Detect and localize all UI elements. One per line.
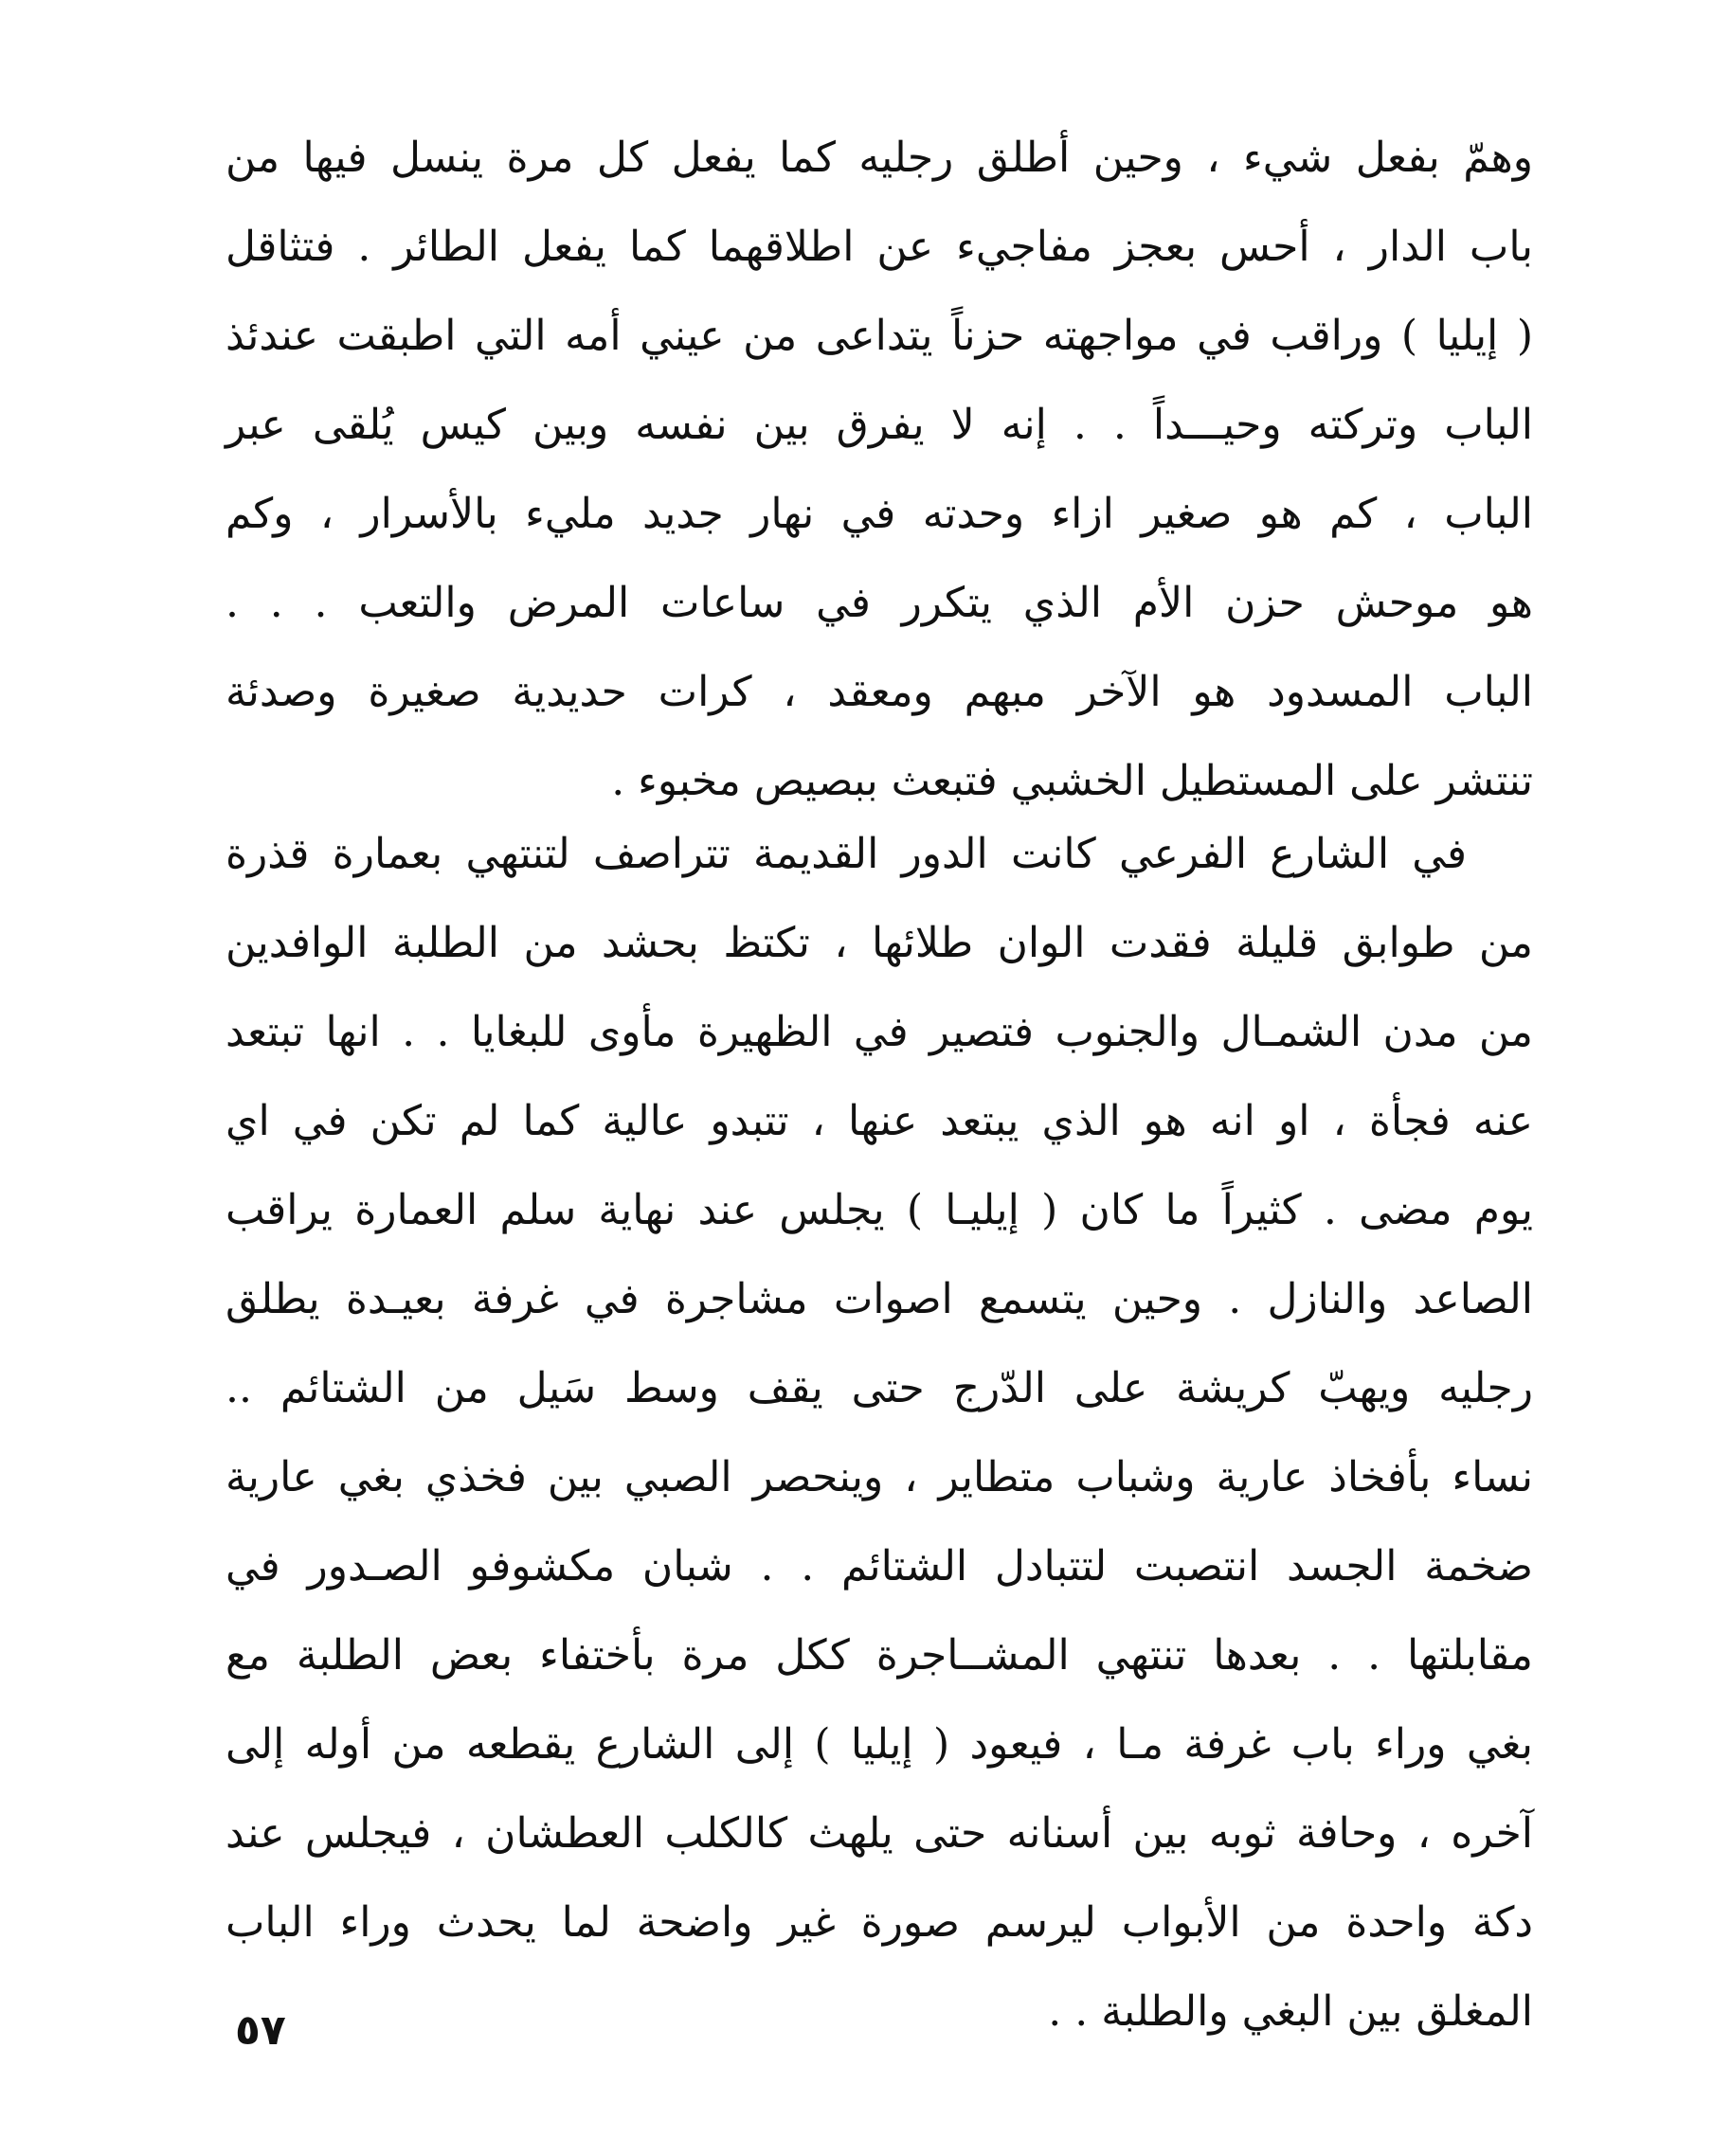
text-line: الباب المسدود هو الآخر مبهم ومعقد ، كرات حديدية صغيرة وصدئة [226, 668, 1533, 716]
text-line: نساء بأفخاذ عارية وشباب متطاير ، وينحصر الصبي بين فخذي بغي عارية [226, 1453, 1533, 1501]
text-line: من طوابق قليلة فقدت الوان طلائها ، تكتظ بحشد من الطلبة الوافدين [226, 919, 1533, 967]
text-line: هو موحش حزن الأم الذي يتكرر في ساعات المرض والتعب . . . [226, 579, 1533, 627]
text-line: ضخمة الجسد انتصبت لتتبادل الشتائم . . شبان مكشوفو الصـدور في [226, 1542, 1533, 1590]
text-line: عنه فجأة ، او انه هو الذي يبتعد عنها ، تتبدو عالية كما لم تكن في اي [226, 1097, 1533, 1145]
paragraph-2 [226, 810, 1533, 2057]
text-line: آخره ، وحافة ثوبه بين أسنانه حتى يلهث كالكلب العطشان ، فيجلس عند [226, 1809, 1533, 1858]
text-line: دكة واحدة من الأبواب ليرسم صورة غير واضحة لما يحدث وراء الباب [226, 1898, 1533, 1947]
text-line: بغي وراء باب غرفة مـا ، فيعود ( إيليا ) إلى الشارع يقطعه من أوله إلى [226, 1720, 1533, 1769]
text-line: يوم مضى . كثيراً ما كان ( إيليـا ) يجلس عند نهاية سلم العمارة يراقب [226, 1186, 1533, 1234]
text-line: باب الدار ، أحس بعجز مفاجيء عن اطلاقهما كما يفعل الطائر . فتثاقل [226, 223, 1533, 271]
text-line: ( إيليا ) وراقب في مواجهته حزناً يتداعى من عيني أمه التي اطبقت عندئذ [226, 312, 1533, 360]
text-line: من مدن الشمـال والجنوب فتصير في الظهيرة مأوى للبغايا . . انها تبتعد [226, 1008, 1533, 1056]
page-number: ٥٧ [235, 2006, 286, 2055]
text-line: رجليه ويهبّ كريشة على الدّرج حتى يقف وسط سَيل من الشتائم .. [226, 1364, 1533, 1412]
text-line: وهمّ بفعل شيء ، وحين أطلق رجليه كما يفعل كل مرة ينسل فيها من [226, 134, 1533, 182]
text-line: الباب وتركته وحيـــداً . . إنه لا يفرق بين نفسه وبين كيس يُلقى عبر [226, 401, 1533, 449]
text-line: في الشارع الفرعي كانت الدور القديمة تتراصف لتنتهي بعمارة قذرة [226, 830, 1467, 878]
text-line: الصاعد والنازل . وحين يتسمع اصوات مشاجرة في غرفة بعيـدة يطلق [226, 1275, 1533, 1323]
text-line: الباب ، كم هو صغير ازاء وحدته في نهار جديد مليء بالأسرار ، وكم [226, 490, 1533, 538]
text-line: المغلق بين البغي والطلبة . . [1048, 1987, 1533, 2036]
paragraph-1 [226, 114, 1533, 826]
text-line: تنتشر على المستطيل الخشبي فتبعث ببصيص مخبوء . [611, 757, 1533, 805]
text-line: مقابلتها . . بعدها تنتهي المشــاجرة ككل مرة بأختفاء بعض الطلبة مع [226, 1631, 1533, 1680]
